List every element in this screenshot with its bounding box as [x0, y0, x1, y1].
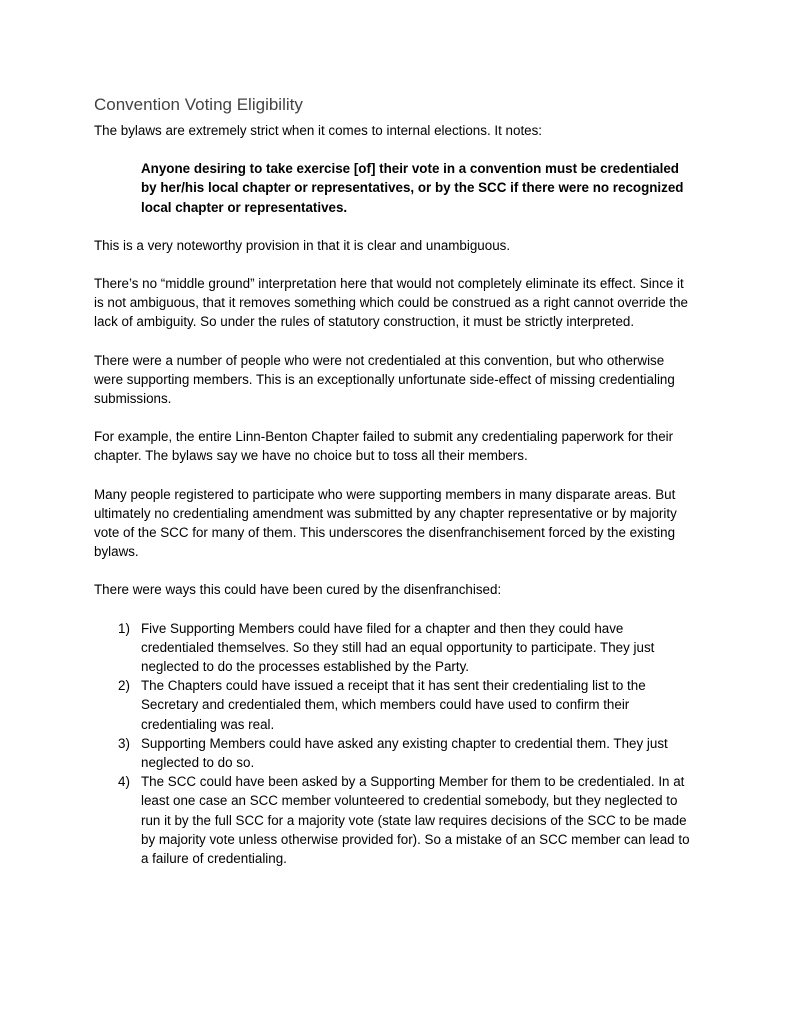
list-item	[94, 619, 694, 677]
list-item-number: 3)	[118, 735, 130, 751]
document-page	[94, 94, 694, 868]
paragraph: Many people registered to participate who were supporting members in many disparate areas. But ultimately no credentialing amendment was submitted by any chapter representative or by majority vote of the SCC for many of them. This underscores the disenfranchisement forced by the existing bylaws.	[94, 486, 677, 560]
bylaw-quote: Anyone desiring to take exercise [of] their vote in a convention must be credentialed by her/his local chapter or representatives, or by the SCC if there were no recognized local chapter or representatives.	[141, 161, 684, 215]
list-item	[94, 676, 694, 734]
intro-paragraph: The bylaws are extremely strict when it comes to internal elections. It notes:	[94, 123, 543, 138]
paragraph: For example, the entire Linn-Benton Chapter failed to submit any credentialing paperwork for their chapter. The bylaws say we have no choice but to toss all their members.	[94, 429, 674, 464]
section-heading: Convention Voting Eligibility	[94, 95, 303, 114]
list-item-number: 1)	[118, 620, 130, 636]
remedies-list	[94, 619, 694, 869]
list-item-text: The SCC could have been asked by a Supporting Member for them to be credentialed. In at least one case an SCC member volunteered to credential somebody, but they neglected to run it by the full SCC for a majority vote (state law requires decisions of the SCC to be made by majority vote unless otherwise provided for). So a mistake of an SCC member can lead to a failure of credentialing.	[141, 774, 690, 867]
paragraph: There were a number of people who were not credentialed at this convention, but who otherwise were supporting members. This is an exceptionally unfortunate side-effect of missing credentialing submissions.	[94, 352, 675, 407]
list-item	[94, 734, 694, 772]
list-item-number: 2)	[118, 678, 130, 694]
paragraph: There were ways this could have been cured by the disenfranchised:	[94, 582, 502, 598]
list-item-text: The Chapters could have issued a receipt that it has sent their credentialing list to the Secretary and credentialed them, which members could have used to confirm their credentialing was real.	[141, 678, 646, 732]
list-item-text: Supporting Members could have asked any existing chapter to credential them. They just neglected to do so.	[141, 735, 668, 771]
paragraph: There’s no “middle ground” interpretation here that would not completely eliminate its effect. Since it is not ambiguous, that it removes something which could be construed as a right cannot override the lack of ambiguity. So under the rules of statutory construction, it must be strictly interpreted.	[94, 276, 688, 330]
list-item-number: 4)	[118, 774, 130, 790]
list-item	[94, 772, 694, 868]
list-item-text: Five Supporting Members could have filed for a chapter and then they could have credentialed themselves. So they still had an equal opportunity to participate. They just neglected to do the processes established by the Party.	[141, 620, 655, 675]
paragraph: This is a very noteworthy provision in that it is clear and unambiguous.	[94, 237, 511, 253]
